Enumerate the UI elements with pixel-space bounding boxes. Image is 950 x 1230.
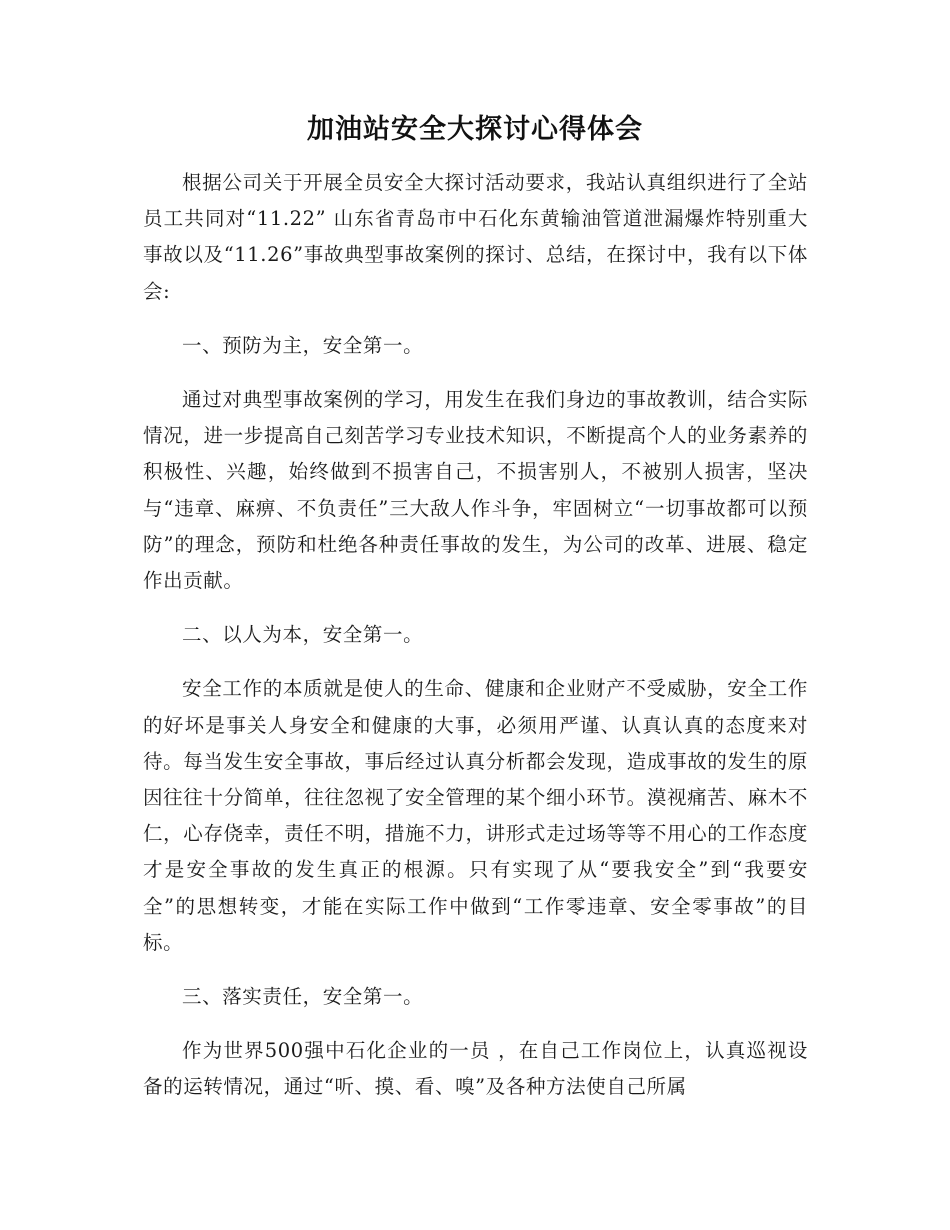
section-heading-3: 三、落实责任，安全第一。	[182, 985, 424, 1009]
section-heading-2: 二、以人为本，安全第一。	[182, 623, 424, 647]
document-title: 加油站安全大探讨心得体会	[307, 114, 643, 145]
section-1-paragraph: 通过对典型事故案例的学习，用发生在我们身边的事故教训，结合实际情况，进一步提高自己刻苦学习专业技术知识，不断提高个人的业务素养的积极性、兴趣，始终做到不损害自己，不损害别人，不被别人损害，坚决与“违章、麻痹、不负责任”三大敌人作斗争，牢固树立“一切事故都可以预防”的理念，预防和杜绝各种责任事故的发生，为公司的改革、进展、稳定作出贡献。	[143, 388, 808, 593]
section-heading-1: 一、预防为主，安全第一。	[182, 333, 424, 357]
intro-paragraph: 根据公司关于开展全员安全大探讨活动要求，我站认真组织进行了全站员工共同对“11.22” 山东省青岛市中石化东黄输油管道泄漏爆炸特别重大事故以及“11.26”事故典型事故案例的探讨、总结，在探讨中，我有以下体会:	[143, 171, 808, 303]
document-body	[143, 165, 808, 1124]
section-3-paragraph: 作为世界500强中石化企业的一员 ，在自己工作岗位上，认真巡视设备的运转情况，通过“听、摸、看、嗅”及各种方法使自己所属	[143, 1039, 808, 1099]
section-2-paragraph: 安全工作的本质就是使人的生命、健康和企业财产不受威胁，安全工作的好坏是事关人身安全和健康的大事，必须用严谨、认真认真的态度来对待。每当发生安全事故，事后经过认真分析都会发现，造成事故的发生的原因往往十分简单，往往忽视了安全管理的某个细小环节。漠视痛苦、麻木不仁，心存侥幸，责任不明，措施不力，讲形式走过场等等不用心的工作态度才是安全事故的发生真正的根源。只有实现了从“要我安全”到“我要安全”的思想转变，才能在实际工作中做到“工作零违章、安全零事故”的目标。	[143, 677, 808, 954]
